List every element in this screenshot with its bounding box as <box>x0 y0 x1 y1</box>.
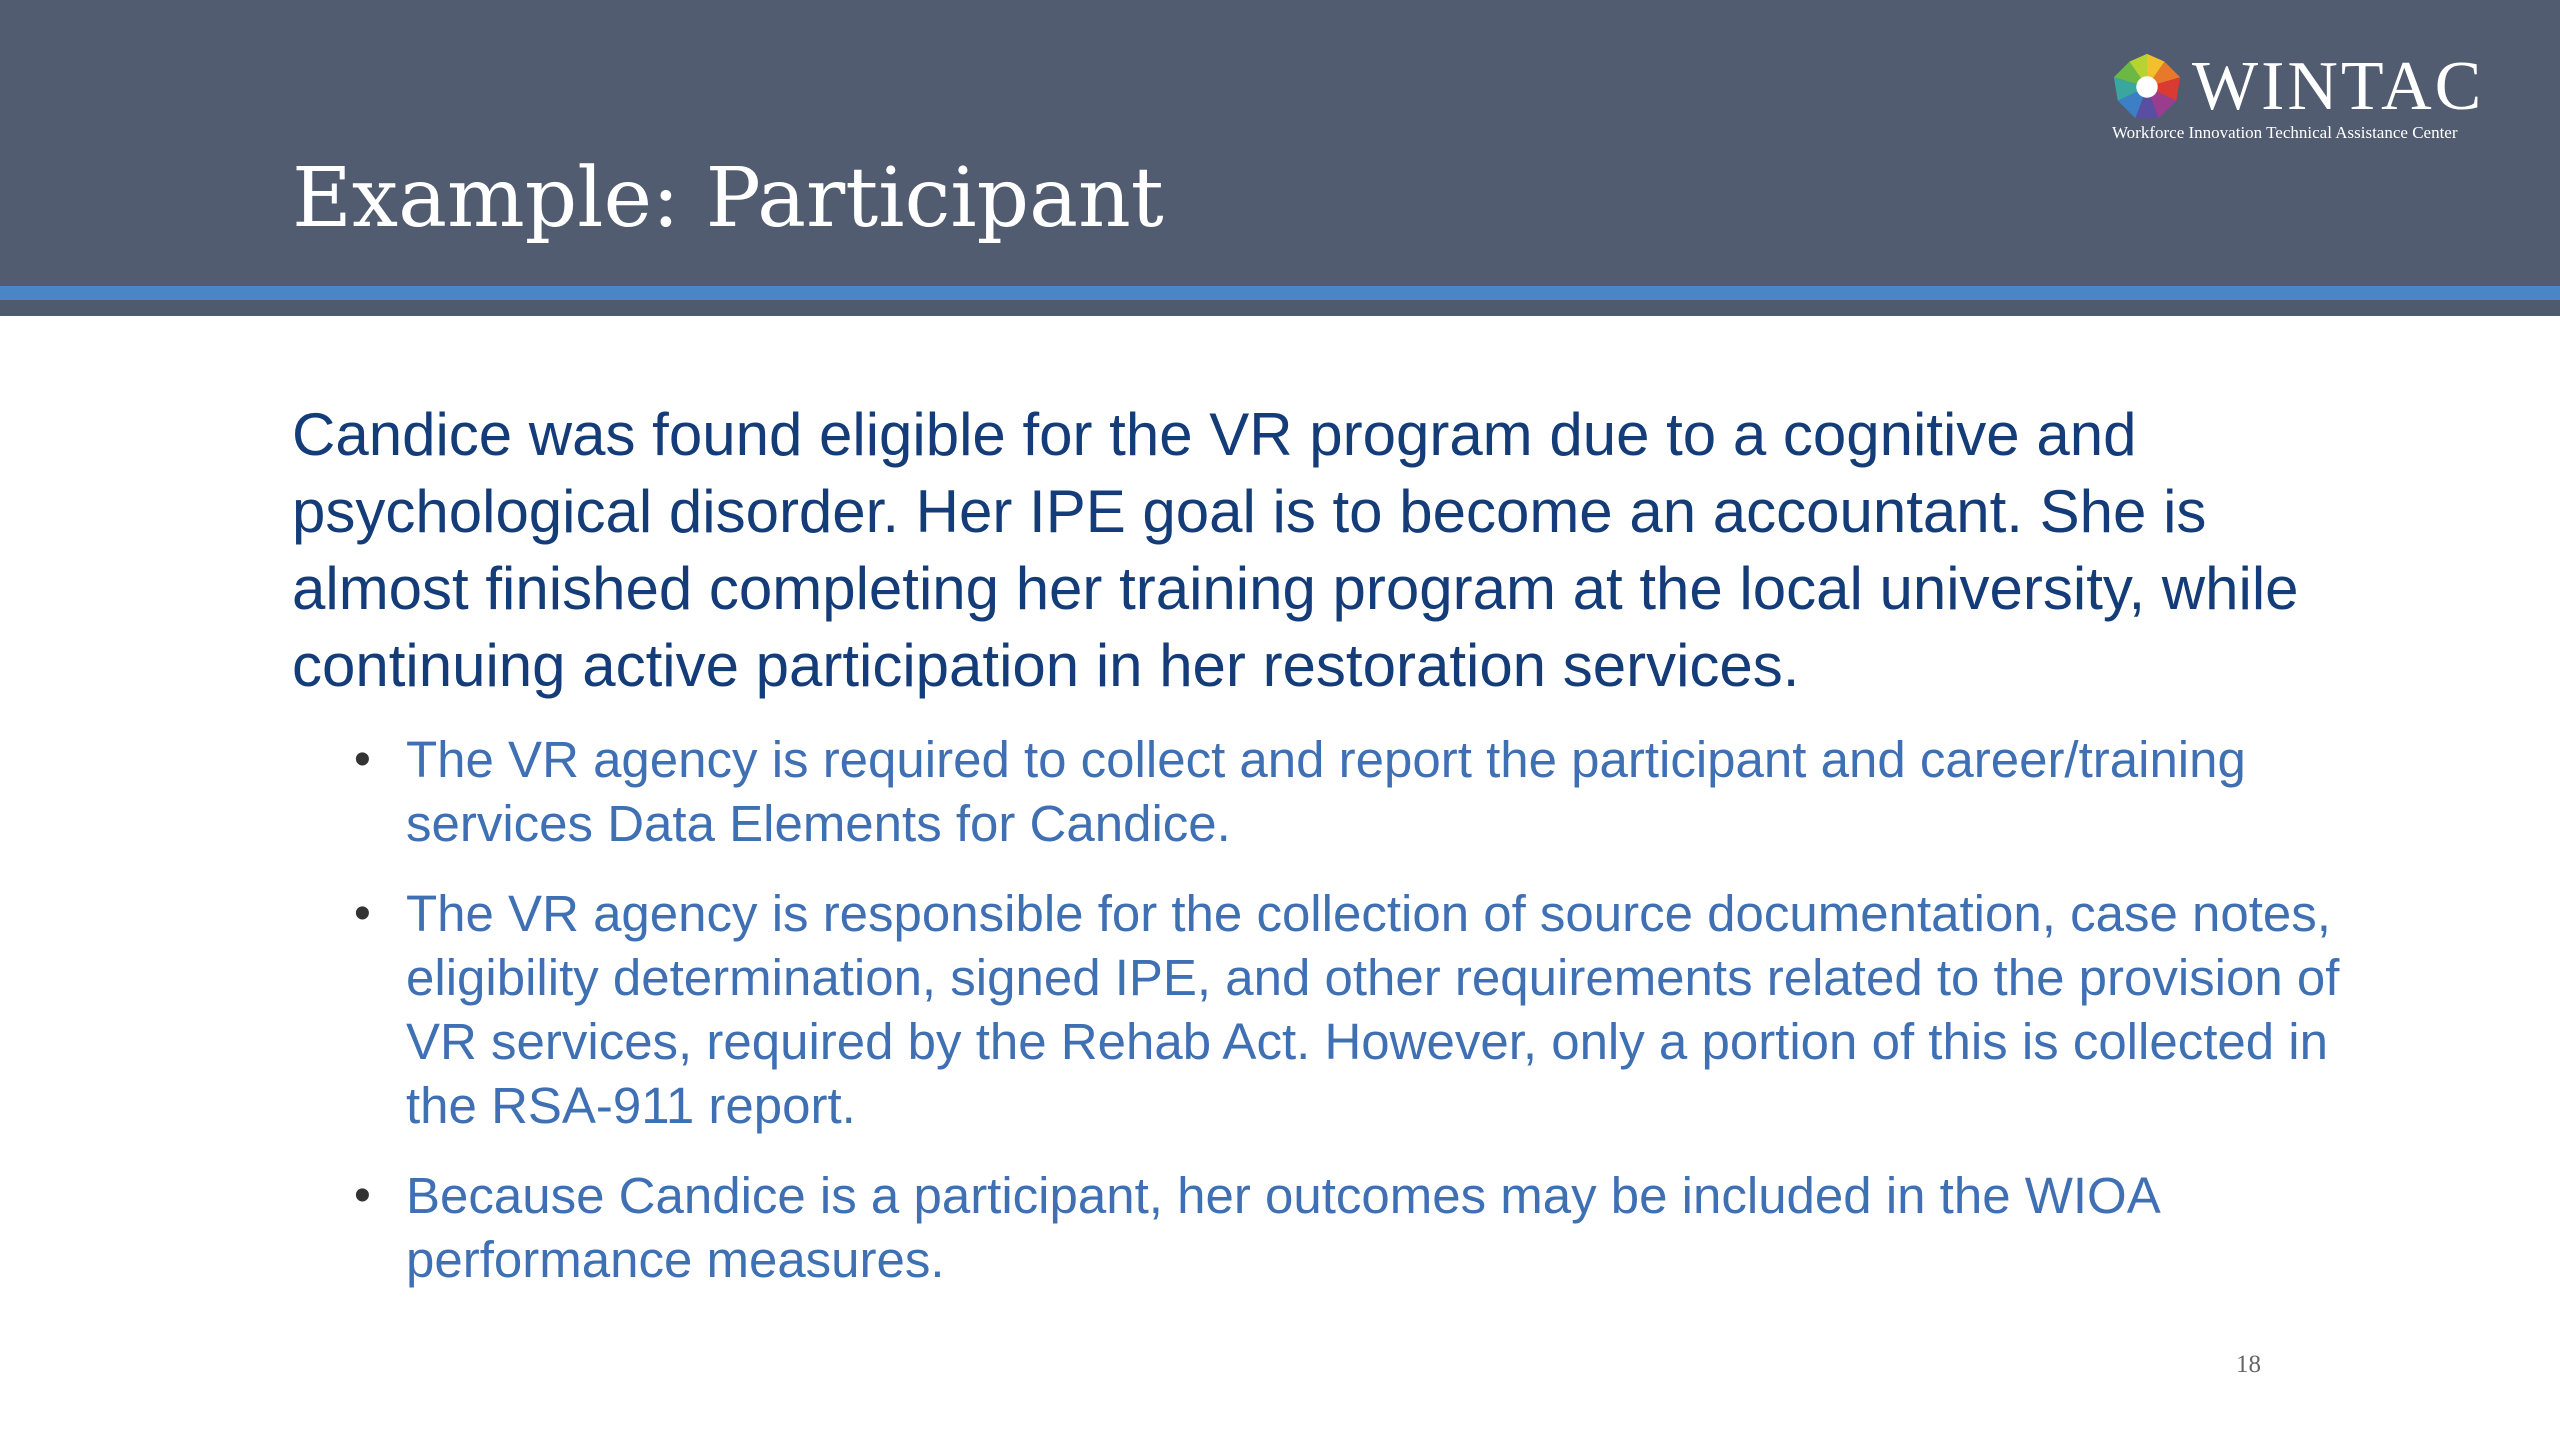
wintac-logo <box>2108 48 2528 148</box>
bullet-item <box>292 882 2372 1138</box>
bullet-text: Because Candice is a participant, her outcomes may be included in the WIOA performance measures. <box>406 1167 2158 1288</box>
bullet-item <box>292 728 2372 856</box>
wintac-star-logo-icon <box>2108 48 2186 126</box>
bullet-text: The VR agency is responsible for the collection of source documentation, case notes, eligibility determination, signed IPE, and other requirements related to the provision of VR services, required by the Rehab Act. However, only a portion of this is collected in the RSA-911 report. <box>406 885 2340 1134</box>
logo-wordmark: WINTAC <box>2192 48 2485 125</box>
page-number: 18 <box>2236 1351 2261 1378</box>
bullet-dot-icon: • <box>354 733 371 786</box>
logo-tagline: Workforce Innovation Technical Assistance Center <box>2112 123 2458 142</box>
bullet-item <box>292 1164 2372 1292</box>
bullet-dot-icon: • <box>354 1169 371 1222</box>
header-bottom-rule <box>0 300 2560 316</box>
bullet-dot-icon: • <box>354 887 371 940</box>
bullet-list <box>292 728 2372 1318</box>
slide-title: Example: Participant <box>292 151 1164 246</box>
intro-paragraph: Candice was found eligible for the VR program due to a cognitive and psychological disorder. Her IPE goal is to become an accountant. She is almost finished completing her training program at the local university, while continuing active participation in her restoration services. <box>292 401 2299 699</box>
header-accent-rule <box>0 286 2560 300</box>
bullet-text: The VR agency is required to collect and report the participant and career/training services Data Elements for Candice. <box>406 731 2246 852</box>
